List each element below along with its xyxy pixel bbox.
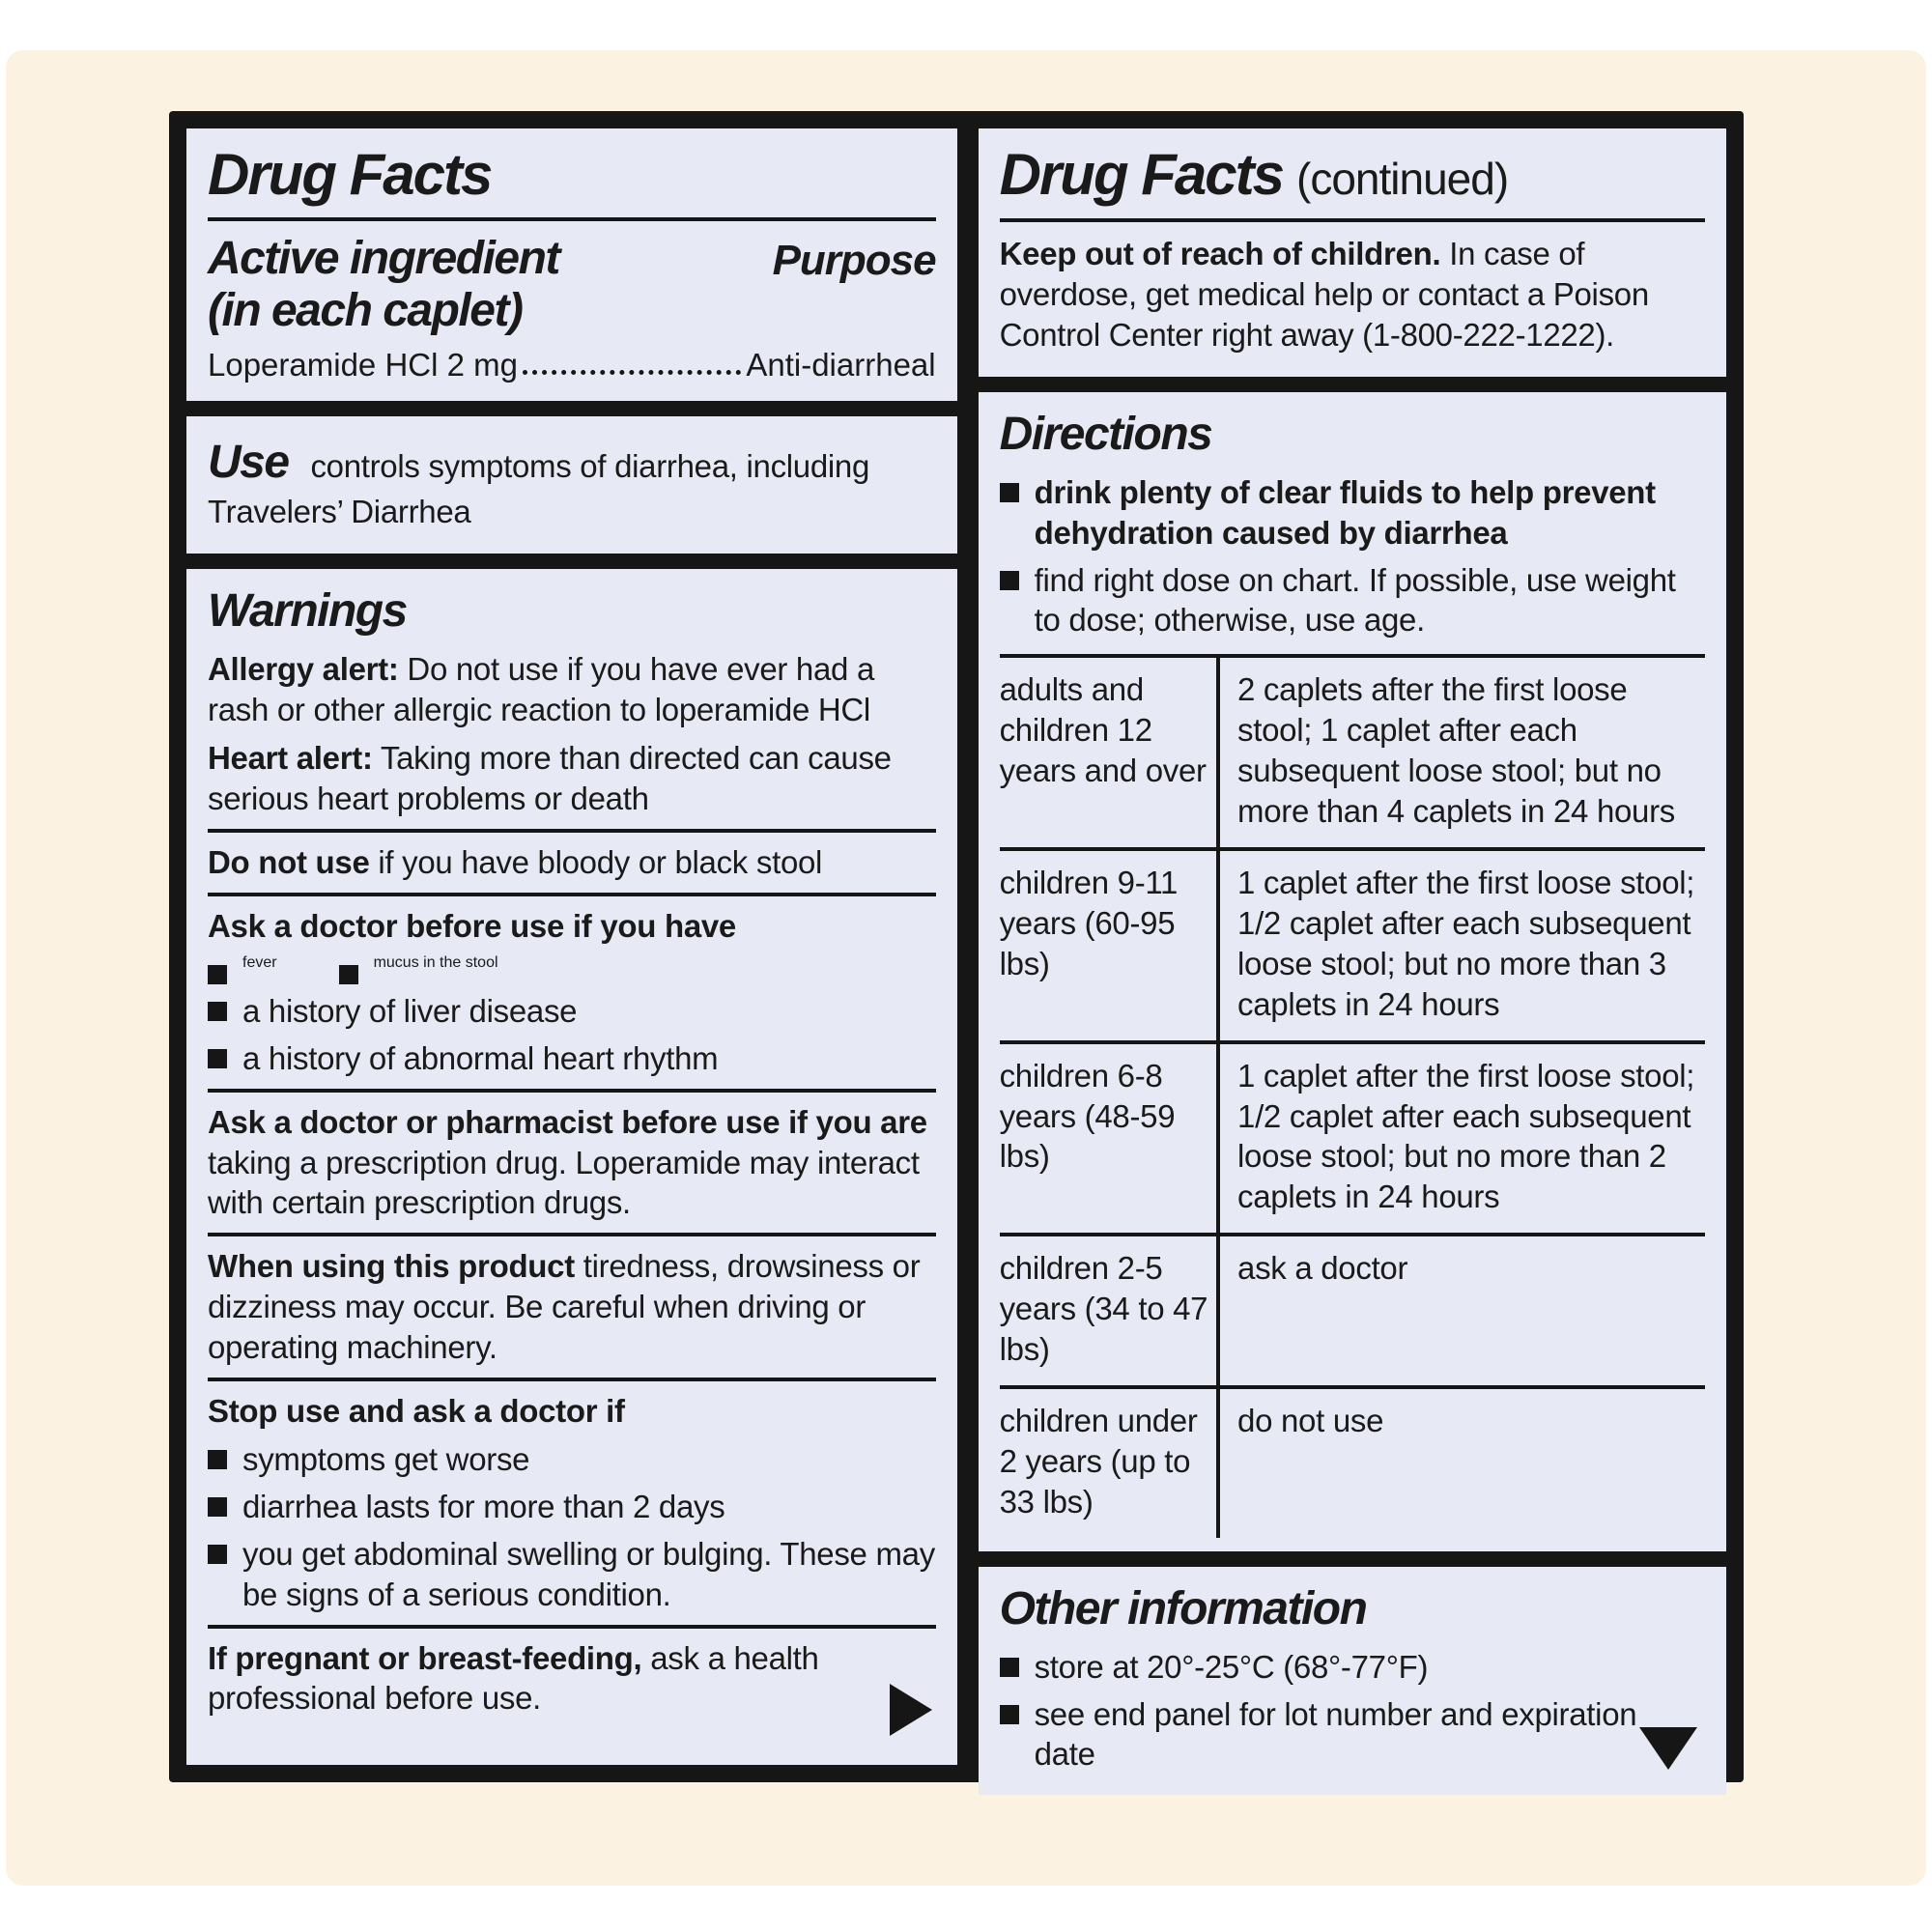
square-bullet-icon [1000, 1658, 1019, 1677]
bullet-text: store at 20°-25°C (68°-77°F) [1034, 1648, 1429, 1685]
divider [208, 1625, 936, 1629]
square-bullet-icon [1000, 1705, 1019, 1724]
list-item [1000, 1647, 1705, 1688]
use-paragraph [208, 434, 936, 533]
square-bullet-icon [1000, 571, 1019, 590]
age-cell: children 2-5 years (34 to 47 lbs) [1000, 1235, 1218, 1387]
square-bullet-icon [339, 965, 358, 984]
list-item [208, 1534, 936, 1615]
bullet-text: symptoms get worse [242, 1440, 530, 1477]
table-row [1000, 1387, 1705, 1538]
divider [208, 1233, 936, 1236]
drug-facts-continued-titlebar [1000, 138, 1705, 222]
other-information-heading: Other information [999, 1582, 1367, 1634]
ingredient-name: Loperamide HCl 2 mg [208, 346, 518, 383]
directions-heading: Directions [999, 408, 1212, 460]
warnings-heading: Warnings [208, 585, 407, 638]
bullet-text: mucus in the stool [373, 953, 498, 971]
when-using-label: When using this product [208, 1248, 575, 1285]
dose-cell: do not use [1218, 1387, 1705, 1538]
when-using-text: tiredness, drowsiness or dizziness may occur. Be careful when driving or operating machinery. [208, 1248, 921, 1366]
when-using [208, 1246, 936, 1368]
list-item [1000, 472, 1705, 554]
ingredient-purpose-value: Anti-diarrheal [746, 346, 936, 383]
square-bullet-icon [208, 1497, 227, 1517]
drug-facts-titlebar [208, 138, 936, 221]
heart-alert-label: Heart alert: [208, 740, 373, 777]
right-column [979, 128, 1726, 1773]
age-cell: children 6-8 years (48-59 lbs) [1000, 1042, 1218, 1236]
square-bullet-icon [1000, 483, 1019, 502]
pregnant-label: If pregnant or breast-feeding, [208, 1639, 642, 1676]
ask-doctor-bullets-row [208, 954, 936, 984]
bullet-text: diarrhea lasts for more than 2 days [242, 1488, 725, 1524]
pregnant-text: ask a health professional before use. [208, 1639, 819, 1717]
divider [208, 829, 936, 833]
ask-pharmacist-label: Ask a doctor or pharmacist before use if you are [208, 1103, 927, 1140]
continue-right-arrow-icon [890, 1684, 932, 1736]
dose-cell: 1 caplet after the first loose stool; 1/2 caplet after each subsequent loose stool; but no more than 2 caplets in 24 hours [1218, 1042, 1705, 1236]
ask-pharmacist [208, 1102, 936, 1224]
table-row [1000, 1235, 1705, 1387]
do-not-use-text: if you have bloody or black stool [378, 843, 823, 880]
age-cell: adults and children 12 years and over [1000, 656, 1218, 849]
list-item [339, 954, 498, 984]
ask-pharmacist-text: taking a prescription drug. Loperamide may interact with certain prescription drugs. [208, 1144, 920, 1221]
active-ingredient-row [208, 233, 936, 337]
divider [208, 1378, 936, 1381]
active-ingredient-heading [208, 233, 559, 337]
table-row [1000, 849, 1705, 1042]
allergy-alert [208, 649, 936, 730]
dose-cell: 1 caplet after the first loose stool; 1/2 caplet after each subsequent loose stool; but no more than 3 caplets in 24 hours [1218, 849, 1705, 1042]
active-ingredient-heading-line1: Active ingredient [208, 233, 559, 284]
table-row [1000, 1042, 1705, 1236]
age-cell: children under 2 years (up to 33 lbs) [1000, 1387, 1218, 1538]
drug-facts-continued-title: Drug Facts [999, 142, 1283, 207]
list-item [208, 1487, 936, 1527]
warnings-section [186, 569, 957, 1765]
stop-use-heading: Stop use and ask a doctor if [208, 1393, 625, 1430]
bullet-text: a history of abnormal heart rhythm [242, 1039, 719, 1076]
bullet-text: find right dose on chart. If possible, use weight to dose; otherwise, use age. [1034, 561, 1676, 639]
list-item [208, 1038, 936, 1079]
square-bullet-icon [208, 1002, 227, 1021]
bullet-text: see end panel for lot number and expiration date [1034, 1695, 1637, 1773]
keep-out-label: Keep out of reach of children. [999, 236, 1441, 271]
square-bullet-icon [208, 1545, 227, 1564]
other-information-section [979, 1567, 1726, 1796]
divider [208, 1089, 936, 1093]
allergy-alert-text: Do not use if you have ever had a rash or other allergic reaction to loperamide HCl [208, 651, 875, 728]
square-bullet-icon [208, 1049, 227, 1068]
bullet-text: fever [242, 953, 277, 971]
dosing-table [1000, 654, 1705, 1537]
bullet-text: drink plenty of clear fluids to help prevent dehydration caused by diarrhea [1034, 473, 1656, 551]
continue-down-arrow-icon [1639, 1727, 1697, 1770]
list-item [208, 1439, 936, 1480]
use-heading: Use [208, 436, 289, 488]
square-bullet-icon [208, 1450, 227, 1469]
keep-out-of-reach [1000, 234, 1705, 355]
directions-section [979, 392, 1726, 1551]
drug-facts-continued-suffix: (continued) [1296, 154, 1509, 204]
do-not-use-label: Do not use [208, 843, 370, 880]
pregnant-warning [208, 1638, 936, 1719]
list-item [208, 954, 277, 984]
drug-facts-label [169, 111, 1744, 1782]
do-not-use [208, 842, 936, 883]
drug-facts-continued-section [979, 128, 1726, 377]
left-column [186, 128, 957, 1765]
active-ingredient-heading-line2: (in each caplet) [208, 284, 523, 336]
square-bullet-icon [208, 965, 227, 984]
table-row [1000, 656, 1705, 849]
use-text: controls symptoms of diarrhea, including Travelers’ Diarrhea [208, 447, 870, 530]
keep-out-text: In case of overdose, get medical help or contact a Poison Control Center right away (1-800-222-1222). [999, 236, 1649, 353]
age-cell: children 9-11 years (60-95 lbs) [1000, 849, 1218, 1042]
divider [208, 893, 936, 896]
dose-cell: ask a doctor [1218, 1235, 1705, 1387]
ingredient-line [208, 347, 936, 384]
list-item [1000, 1694, 1705, 1776]
dose-cell: 2 caplets after the first loose stool; 1 caplet after each subsequent loose stool; but no more than 4 caplets in 24 hours [1218, 656, 1705, 849]
purpose-heading: Purpose [772, 237, 936, 284]
ask-doctor-heading: Ask a doctor before use if you have [208, 907, 736, 944]
bullet-text: a history of liver disease [242, 992, 578, 1029]
heart-alert [208, 738, 936, 819]
drug-facts-title: Drug Facts [208, 142, 492, 207]
list-item [1000, 560, 1705, 641]
drug-facts-header-section [186, 128, 957, 401]
use-section [186, 416, 957, 554]
allergy-alert-label: Allergy alert: [208, 651, 399, 688]
list-item [208, 991, 936, 1032]
dotted-leader [523, 370, 741, 375]
heart-alert-text: Taking more than directed can cause serious heart problems or death [208, 740, 892, 817]
bullet-text: you get abdominal swelling or bulging. These may be signs of a serious condition. [242, 1535, 935, 1612]
